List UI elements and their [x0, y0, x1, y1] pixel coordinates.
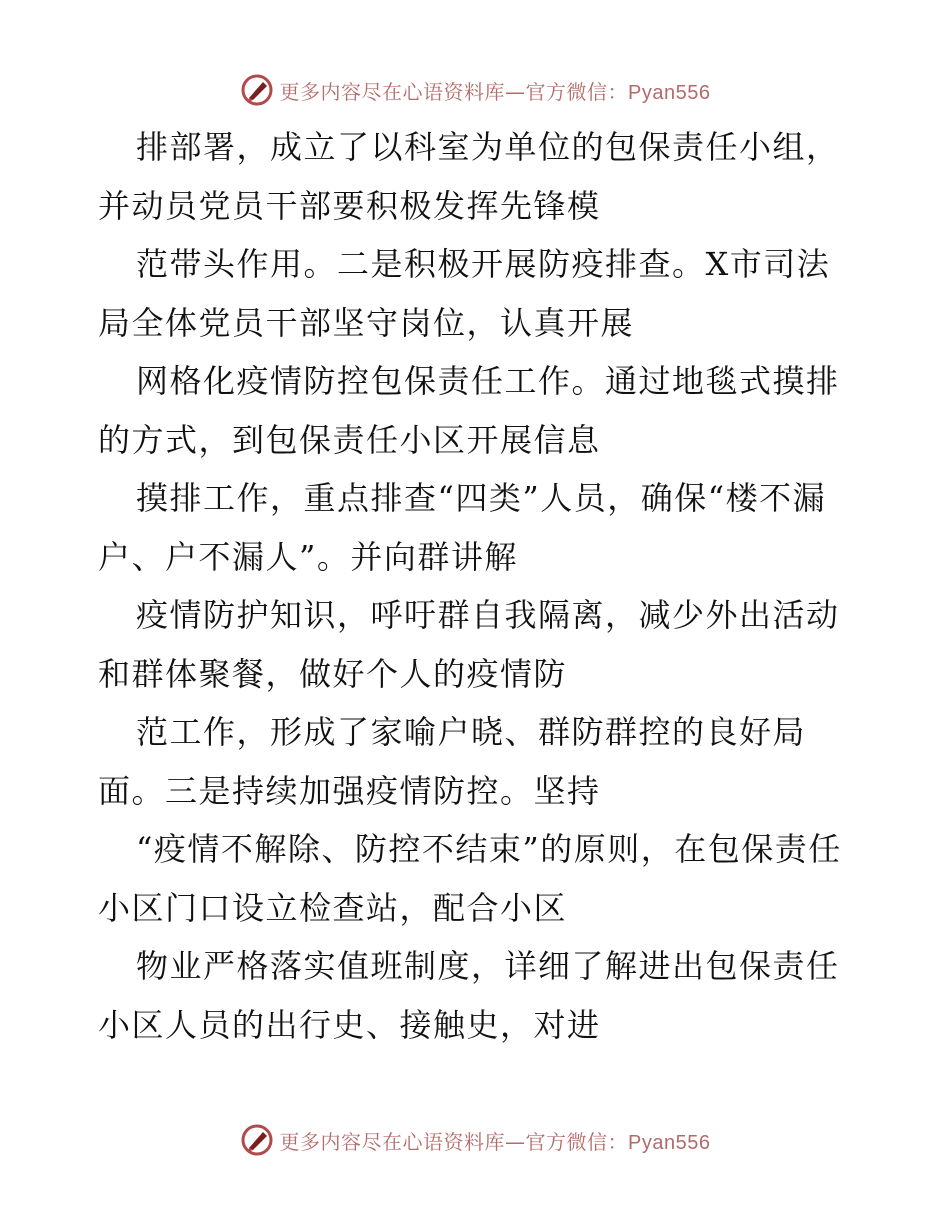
paragraph: 疫情防护知识，呼吁群自我隔离，减少外出活动和群体聚餐，做好个人的疫情防: [98, 596, 840, 693]
pen-logo-icon: [240, 1123, 274, 1157]
paragraph: 范带头作用。二是积极开展防疫排查。X市司法局全体党员干部坚守岗位，认真开展: [98, 245, 831, 342]
paragraph: 摸排工作，重点排查“四类”人员，确保“楼不漏户、户不漏人”。并向群讲解: [98, 479, 827, 576]
watermark-site: 更多内容尽在心语资料库: [279, 1129, 506, 1154]
document-body: [98, 118, 858, 1054]
watermark-wechat-label: 官方微信：: [525, 1129, 629, 1154]
watermark-text: [280, 1126, 711, 1155]
watermark-separator: —: [505, 1129, 526, 1154]
watermark-text: [280, 76, 711, 105]
watermark-handle: Pyan556: [628, 81, 711, 104]
watermark-site: 更多内容尽在心语资料库: [279, 79, 506, 104]
watermark-separator: —: [505, 79, 526, 104]
watermark-wechat-label: 官方微信：: [525, 79, 629, 104]
footer-watermark: [0, 1120, 950, 1160]
paragraph: 排部署，成立了以科室为单位的包保责任小组，并动员党员干部要积极发挥先锋模: [98, 128, 840, 225]
pen-logo-icon: [240, 73, 274, 107]
header-watermark: [0, 70, 950, 110]
paragraph: 范工作，形成了家喻户晓、群防群控的良好局面。三是持续加强疫情防控。坚持: [98, 713, 807, 810]
paragraph: 网格化疫情防控包保责任工作。通过地毯式摸排的方式，到包保责任小区开展信息: [98, 362, 840, 459]
watermark-handle: Pyan556: [628, 1131, 711, 1154]
paragraph: “疫情不解除、防控不结束”的原则，在包保责任小区门口设立检查站，配合小区: [98, 830, 842, 927]
paragraph: 物业严格落实值班制度，详细了解进出包保责任小区人员的出行史、接触史，对进: [98, 947, 840, 1044]
